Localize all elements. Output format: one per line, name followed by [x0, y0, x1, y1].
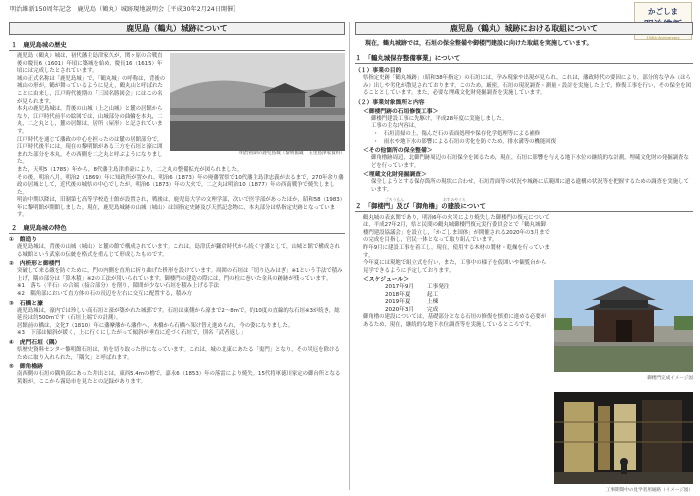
feature-heading: ② 内枡形と御楼門 [9, 261, 61, 268]
right-banner: 鹿児島（鶴丸）城跡における取組について [355, 22, 693, 35]
history-paragraph: 江戸時代を通じて藩政の中心を担ったのは麓の居館部分で，江戸時代後半には，現在の黎明館がある三方を石垣と濠に囲まれた部分を本丸，その西側を二之丸と呼ぶようになりました。 [17, 136, 163, 166]
meiji-150-logo: かごしま 150th Anniversary [634, 2, 692, 40]
walkway-image [554, 392, 693, 492]
walkway-image-svg [554, 392, 693, 484]
bullet-item: ・ 雨水や地下水の影響による石垣の劣化を防ぐため，排水溝等の機能回復 [373, 138, 557, 145]
item-heading: ＜御楼門跡の石垣修復工事＞ [363, 108, 439, 115]
schedule-row: 2017年9月 工事発注 [385, 284, 450, 291]
ruby-osumi: おすみやぐら [443, 196, 466, 202]
feature-heading: ③ 石橋と濠 [9, 300, 43, 307]
photo-caption: 明治初期の鹿児島城（黎明館蔵 玉里島津家資料） [239, 151, 345, 156]
section-gate-title: ２ 「御楼門」及び「御角櫓」の建設について [355, 201, 693, 212]
schedule-row: 2020年3月 完成 [385, 306, 439, 313]
feature-text: 県歴史資料センター黎明館石垣は，角を切り取った形になっています。これは，城の北東にあたる「鬼門」となり，その災厄を除けるために取り入れられた，「隅欠」と呼ばれます。 [17, 347, 340, 361]
column-divider [349, 22, 350, 490]
history-paragraph: 鹿児島（鶴丸）城は，初代藩主島津家久が，関ヶ原の合戦直後の慶長6（1601）年頃に築城を始め，慶長16（1615）年頃には完成したとされています。 [17, 53, 163, 75]
item-heading: ＜その他箇所の保全整備＞ [363, 148, 433, 155]
body-text: 鶴丸城の表玄関であり，明治6年の火災により焼失した御楼門の復元については，平成27年2月，県と民間の鶴丸城御楼門復元実行委員会とで「鶴丸城御楼門建設協議会」を設立し，「かごしま国体」が開催される2020年の3月までの完成を目指し，官民一体となって取り組んでいます。 [363, 214, 550, 244]
gate-image [554, 280, 693, 380]
schedule-row: 2018年夏 起工 [385, 291, 439, 298]
body-text: 県指定史跡「鶴丸城跡」（昭和38年指定）の石垣には，孕み現象や出現が見られ，これは，藩政時代の要因により，部分的な孕み（はらみ）出しや劣化が散見されております。このため，厳密，石垣の現況調査・測量・設計を実施した上で，修復工事を行い，その保全を図ることとしています。また，必要な埋蔵文化財発掘調査を実施しています。 [363, 75, 692, 97]
feature-note: ※2 隅角部において直方体の石の長辺を左右に交互に配置する，積み方 [17, 291, 193, 298]
subsection-heading: （１）事業の目的 [355, 68, 402, 74]
gate-text-block [355, 215, 550, 330]
feature-note: ※1 落ち（平石）の合端（接合部分）を削り，隙間が少ない石垣を積み上げる手法 [17, 283, 220, 290]
bullet-item: ・ 石垣清掃の上，傷んだ石の表面処理や保存化学処理等による補修 [373, 130, 541, 137]
feature-text: 鹿児島城は，濠内では珍しい高石垣と濠が築かれた城郭です。石垣は東側から濠まで2〜8mで，約10度の直線的な石垣※3が続き，総延長は約500mです（石垣上端での計測）。 [17, 307, 340, 322]
feature-heading: ① 館造り [9, 237, 38, 244]
gate-image-caption: 御楼門完成イメージ図 [647, 376, 693, 381]
ruby-row [355, 197, 693, 201]
feature-note: ※3 下部は傾斜が緩く，上に行くにしたがって傾斜が垂直に近づく石垣で，別名「武者返し」 [17, 330, 246, 337]
history-paragraph: 本丸の鹿児島城は，背後の山城（上之山城）と麓の居館からなり，江戸時代前半の絵図では，山城部分の曲輪を本丸，二丸，二之丸とし，麓の居館は，居所（屋形）と記されています。 [17, 106, 163, 135]
body-text: 保全しようとする保存箇所の現状に合わせ，石垣背面等の状況や城跡に広範囲に遺る遺構の状況等を把握するための調査を実施しています。 [371, 179, 689, 193]
body-text: 御楼門建設工事に先駆け，平成28年度に実施しました。 [371, 115, 508, 122]
section-preservation-title: １ 「鶴丸城保存整備事業」について [355, 53, 693, 64]
lead-text: 現在，鶴丸城跡では，石垣の保全整備や御楼門建設に向けた取組を実施しています。 [365, 40, 593, 47]
body-text: 昨年9月に建設工事を着工し，現在，使用する木材の製材・乾燥を行っています。 [363, 244, 550, 259]
body-text: 今年夏には現地で組立式を行い，また，工事中の様子を仮囲いや観覧台から見学できるように予定しております。 [363, 260, 547, 274]
history-paragraph: 城の正式名称は「鹿児島城」で，「鶴丸城」の呼称は，背後の城山の形が，鶴が舞っているように見え，鶴丸山と呼ばれたことに由来し，江戸時代後期の「三国名勝図会」にはこの名が見られます。 [17, 75, 166, 105]
schedule-list [355, 284, 550, 314]
body-text: 工事の主な内容は， [371, 123, 420, 130]
feature-text: 鹿児島城は，背後の山城（城山）と麓の館で構成されています。これは，島津氏が鎌倉時代から続く守護として，山城と館で構成される城館という武家の伝統を格式を重んじて形成したものです。 [17, 244, 340, 258]
subsection-heading: （２）事業対象箇所と内容 [355, 99, 425, 106]
page-header: 明治維新150周年記念 鹿児島（鶴丸）城跡現地説明会［平成30年2月24日開催］ [10, 6, 240, 13]
history-paragraph: 明治中期以降は，旧制第七高等学校造士館が設置され，戦後は，鹿児島大学の文理学部，次いで医学部があったほか，昭和58（1983）年に黎明館が開館しました。現在，鹿児島城跡の山城（城山）は国指定史跡及び天然記念物に，本丸部分は県指定史跡となっています。 [17, 197, 343, 219]
body-text: 御角櫓の建設については，基礎部分となる石垣の修復を慎重に進める必要があるため，現在，継続的な地下水位調査等を実施しているところです。 [363, 313, 547, 328]
feature-text: 突破して来る敵を防ぐために，門の内側を直角に折り曲げた枡形を設けています。周囲の石垣は「切り込みはぎ」※1という手法で積み上げ，隅の部分は「算木積」※2の工法が用いられています。御楼門の建造の際には，門の柱に巻いた金具の跡跡が残っています。 [17, 268, 343, 282]
walkway-image-caption: 工事期間中の見学者用通路（イメージ図） [605, 488, 693, 492]
left-banner: 鹿児島（鶴丸）城跡について [9, 22, 345, 35]
body-text: 御角櫓跡周辺，北御門跡周辺の石垣保全を図るため，現在，石垣に影響を与える地下水位の継続的な計測，埋蔵文化財の発掘調査などを行っています。 [371, 155, 689, 169]
castle-photo [170, 53, 345, 158]
history-paragraph: その後，明治八月，明治2（1869）年に知政所が置かれ，明治6（1873）年の廃藩置県で10代藩主島津忠義が去るまで，270年余り藩政の居城として，近代後の城県の中心でしたが，明治6（1873）年の大火で，二之丸は明治10（1877）年の西南戦争で焼失しました。 [17, 174, 344, 196]
feature-text: 居館前の橋は，文化7（1810）年に藩摩藩から藩作へ，木橋から石橋へ架け替え進められ，今の姿になりました。 [17, 322, 294, 329]
section-features-title: ２ 鹿児島城の特色 [9, 222, 345, 234]
left-column [9, 22, 345, 492]
schedule-title: ＜スケジュール＞ [363, 277, 410, 284]
ruby-gorou: ごろうもん [385, 196, 404, 202]
castle-photo-image [170, 53, 345, 151]
feature-text: 南西側の石垣の隅角部にあった井出とは，東西5.4mの櫓で，嘉永6（1853）年の落雷により焼失。15代将軍徳川家定の御台所となる篤姫が，ここから霧島市を見たとの記録があります。 [17, 371, 341, 385]
gate-image-svg [554, 280, 693, 372]
history-paragraph: また，天明5（1785）年から，8代藩主島津重豪により，二之丸の整備拡充が図られました。 [17, 166, 243, 173]
feature-heading: ⑤ 御角櫓跡 [9, 364, 43, 371]
item-heading: ＜埋蔵文化財発掘調査＞ [363, 172, 427, 179]
feature-heading: ④ 虎門石垣（隅） [9, 340, 61, 346]
right-column [355, 22, 693, 492]
section-history-title: １ 鹿児島城の歴史 [9, 39, 345, 51]
schedule-row: 2019年夏 上棟 [385, 299, 439, 306]
